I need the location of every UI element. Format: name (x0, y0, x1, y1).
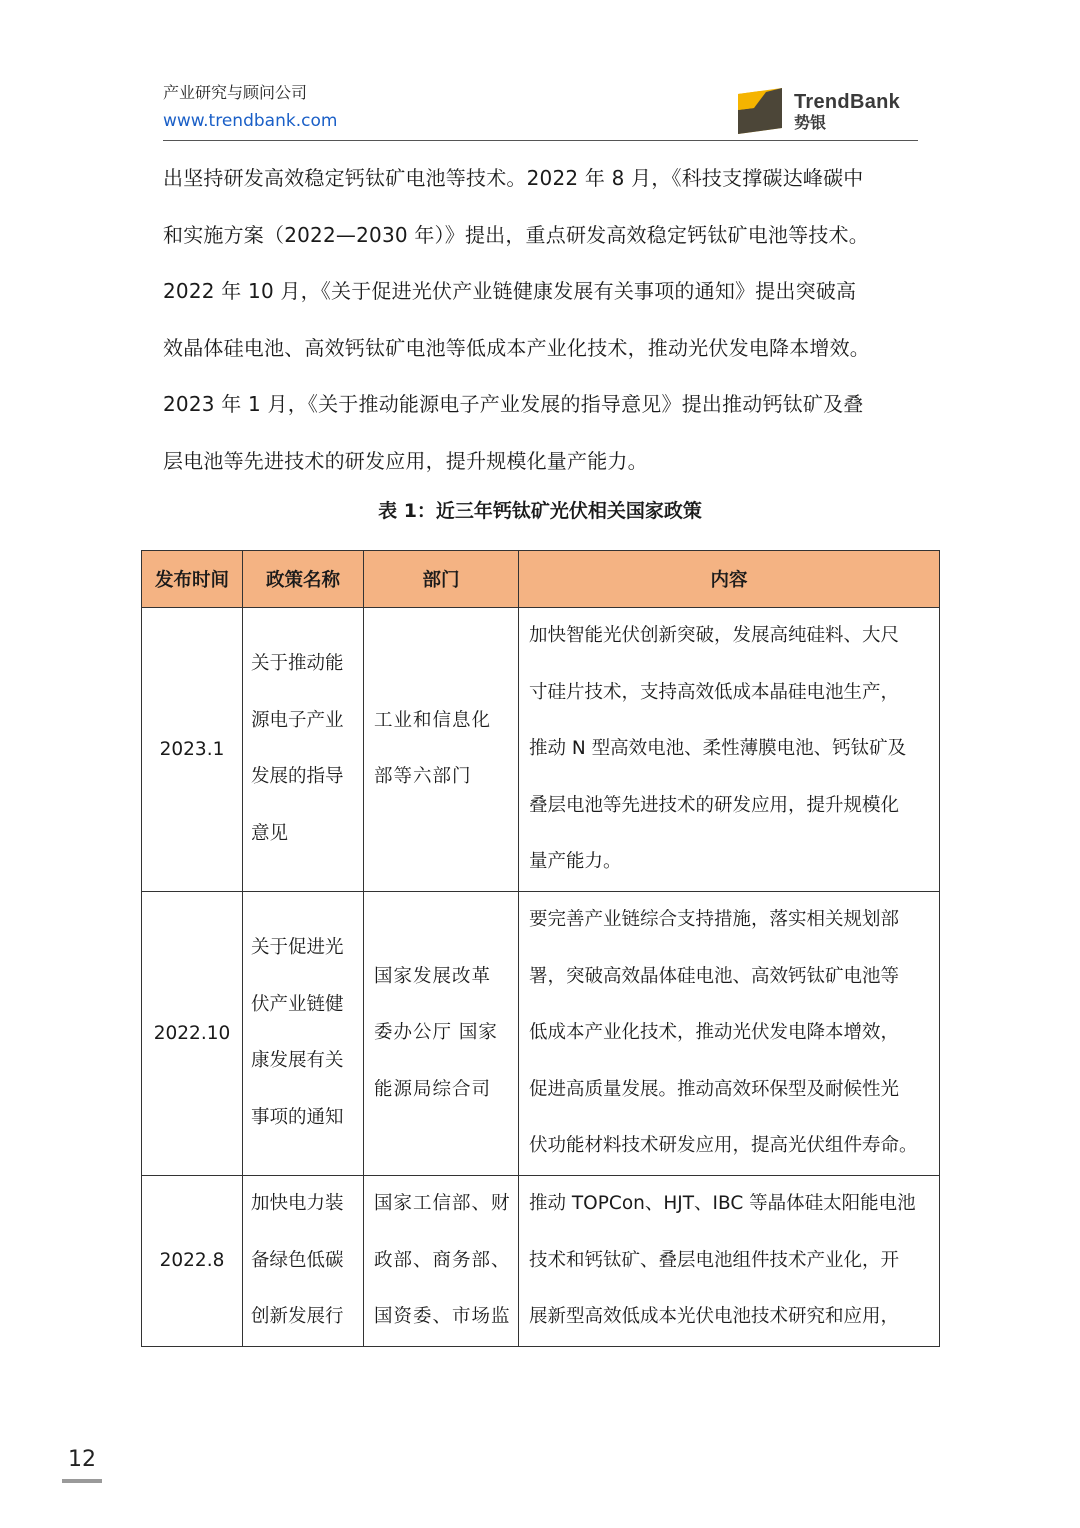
cell-department (364, 891, 519, 1175)
cell-date: 2022.8 (142, 1175, 243, 1346)
table-body (142, 608, 940, 1347)
page-number: 12 (68, 1447, 96, 1472)
cell-policy-name-line: 发展的指导 (251, 766, 344, 788)
cell-content-line: 署，突破高效晶体硅电池、高效钙钛矿电池等 (529, 965, 900, 987)
logo-wordmark: TrendBank (794, 91, 901, 113)
table-header-row (142, 551, 940, 608)
header-left (163, 82, 337, 132)
body-line: 2023 年 1 月，《关于推动能源电子产业发展的指导意见》提出推动钙钛矿及叠 (163, 392, 864, 417)
cell-department-line: 能源局综合司 (374, 1078, 492, 1100)
cell-content-line: 展新型高效低成本光伏电池技术研究和应用， (529, 1306, 900, 1328)
cell-policy-name-line: 备绿色低碳 (251, 1249, 344, 1271)
logo-mark-icon (738, 88, 786, 136)
cell-content-line: 伏功能材料技术研发应用，提高光伏组件寿命。 (529, 1135, 918, 1157)
table-title: 表 1：近三年钙钛矿光伏相关国家政策 (378, 500, 702, 522)
policy-table (141, 550, 940, 1347)
body-line: 2022 年 10 月，《关于促进光伏产业链健康发展有关事项的通知》提出突破高 (163, 279, 857, 304)
cell-date: 2023.1 (142, 608, 243, 892)
cell-department (364, 608, 519, 892)
table-row (142, 891, 940, 1175)
website-link[interactable]: www.trendbank.com (163, 111, 338, 131)
page-number-underline (62, 1479, 102, 1483)
cell-policy-name-line: 关于推动能 (251, 653, 344, 675)
cell-policy-name-line: 康发展有关 (251, 1050, 344, 1072)
cell-department-line: 政部、商务部、 (374, 1249, 511, 1271)
body-line: 和实施方案（2022—2030 年）》提出，重点研发高效稳定钙钛矿电池等技术。 (163, 222, 869, 247)
body-line: 出坚持研发高效稳定钙钛矿电池等技术。2022 年 8 月，《科技支撑碳达峰碳中 (163, 166, 864, 190)
table-row (142, 1175, 940, 1346)
cell-department (364, 1175, 519, 1346)
cell-department-line: 国家发展改革 (374, 965, 492, 987)
cell-policy-name (243, 1175, 364, 1346)
body-paragraph (163, 150, 923, 490)
cell-department-line: 工业和信息化 (374, 709, 492, 731)
cell-content-line: 量产能力。 (529, 851, 622, 873)
cell-department-line: 部等六部门 (374, 766, 472, 788)
cell-content-line: 寸硅片技术，支持高效低成本晶硅电池生产， (529, 681, 900, 703)
cell-content (519, 1175, 940, 1346)
cell-policy-name-line: 加快电力装 (251, 1192, 344, 1214)
cell-policy-name (243, 608, 364, 892)
cell-policy-name-line: 事项的通知 (251, 1107, 344, 1129)
cell-content-line: 推动 TOPCon、HJT、IBC 等晶体硅太阳能电池 (529, 1192, 916, 1214)
cell-department-line: 国资委、市场监 (374, 1306, 511, 1328)
cell-policy-name-line: 创新发展行 (251, 1306, 344, 1328)
cell-date: 2022.10 (142, 891, 243, 1175)
header-divider (163, 140, 918, 141)
header-content: 内容 (519, 551, 940, 608)
cell-policy-name-line: 关于促进光 (251, 937, 344, 959)
cell-policy-name-line: 意见 (251, 823, 289, 845)
cell-content-line: 促进高质量发展。推动高效环保型及耐候性光 (529, 1078, 900, 1100)
cell-content-line: 叠层电池等先进技术的研发应用，提升规模化 (529, 794, 900, 816)
cell-content-line: 推动 N 型高效电池、柔性薄膜电池、钙钛矿及 (529, 738, 907, 760)
company-tagline: 产业研究与顾问公司 (163, 83, 308, 102)
cell-department-line: 委办公厅 国家 (374, 1022, 498, 1044)
logo-chinese-name: 势银 (794, 113, 827, 132)
table-row (142, 608, 940, 892)
cell-policy-name-line: 伏产业链健 (251, 993, 344, 1015)
cell-content-line: 加快智能光伏创新突破，发展高纯硅料、大尺 (529, 625, 900, 646)
trendbank-logo (738, 88, 918, 136)
cell-content (519, 891, 940, 1175)
cell-content (519, 608, 940, 892)
header-department: 部门 (364, 551, 519, 608)
cell-policy-name-line: 源电子产业 (251, 709, 344, 731)
body-line: 效晶体硅电池、高效钙钛矿电池等低成本产业化技术，推动光伏发电降本增效。 (163, 335, 870, 360)
cell-content-line: 技术和钙钛矿、叠层电池组件技术产业化，开 (529, 1249, 900, 1271)
cell-content-line: 低成本产业化技术，推动光伏发电降本增效， (529, 1022, 900, 1044)
cell-content-line: 要完善产业链综合支持措施，落实相关规划部 (529, 908, 900, 930)
cell-department-line: 国家工信部、财 (374, 1192, 511, 1214)
body-line: 层电池等先进技术的研发应用，提升规模化量产能力。 (163, 448, 648, 473)
header-date: 发布时间 (142, 551, 243, 608)
cell-policy-name (243, 891, 364, 1175)
header-policy-name: 政策名称 (243, 551, 364, 608)
